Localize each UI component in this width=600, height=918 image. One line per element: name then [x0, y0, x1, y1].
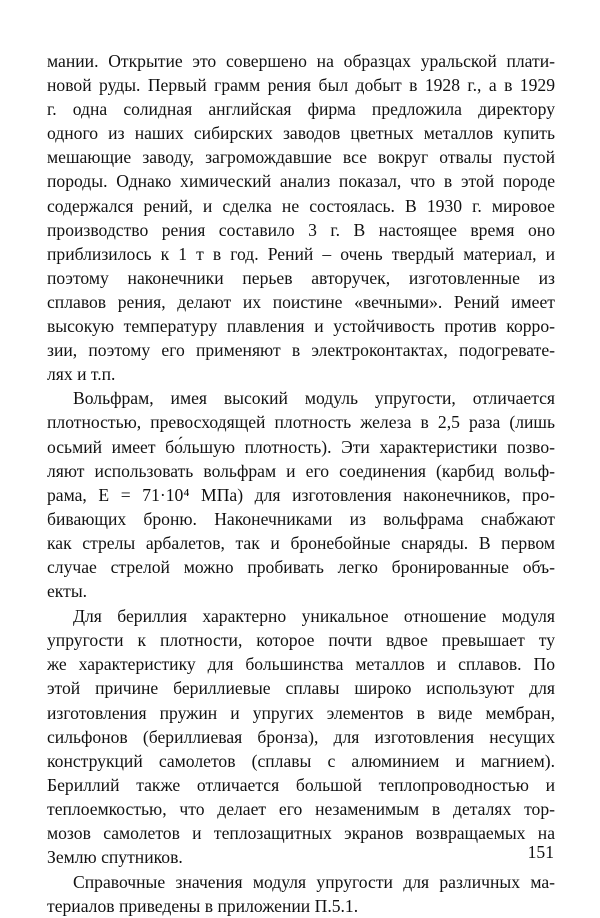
text-line: лях и т.п.	[47, 364, 116, 385]
paragraph-beryllium	[47, 604, 555, 869]
text-line: мешающие заводу, загромождавшие все вокруг отвалы пустой	[47, 147, 555, 168]
page-body	[47, 49, 555, 918]
text-line: териалов приведены в приложении П.5.1.	[47, 896, 359, 917]
text-line: мании. Открытие это совершено на образцах уральской плати-	[47, 51, 555, 71]
paragraph-rhenium	[47, 49, 555, 386]
text-line: рама, E = 71·10⁴ МПа) для изготовления наконечников, про-	[47, 484, 555, 505]
text-line: производство рения составило 3 г. В настоящее время оно	[47, 219, 555, 240]
text-line: породы. Однако химический анализ показал, что в этой породе	[47, 171, 555, 192]
text-line: г. одна солидная английская фирма предложила директору	[47, 99, 555, 120]
text-line: бивающих броню. Наконечниками из вольфрама снабжают	[47, 508, 555, 529]
text-line: новой руды. Первый грамм рения был добыт в 1928 г., а в 1929	[47, 75, 555, 96]
text-line: Вольфрам, имея высокий модуль упругости, отличается	[73, 388, 555, 409]
paragraph-tungsten	[47, 386, 555, 603]
text-line: конструкций самолетов (сплавы с алюминием и магнием).	[47, 750, 555, 771]
text-line: сплавов рения, делают их поистине «вечными». Рений имеет	[47, 291, 555, 312]
text-line: зии, поэтому его применяют в электроконтактах, подогревате-	[47, 340, 555, 361]
text-line: екты.	[47, 581, 88, 602]
text-line: одного из наших сибирских заводов цветных металлов купить	[47, 123, 555, 144]
text-line: содержался рений, и сделка не состоялась. В 1930 г. мировое	[47, 195, 555, 216]
text-line: как стрелы арбалетов, так и бронебойные снаряды. В первом	[47, 532, 555, 553]
text-line: ляют использовать вольфрам и его соединения (карбид вольф-	[47, 460, 555, 481]
text-line: осьмий имеет бо́льшую плотность). Эти характеристики позво-	[47, 436, 555, 457]
text-line: же характеристику для большинства металлов и сплавов. По	[47, 654, 555, 675]
text-line: изготовления пружин и упругих элементов в виде мембран,	[47, 702, 555, 723]
page-number: 151	[527, 842, 554, 862]
text-line: Для бериллия характерно уникальное отношение модуля	[73, 606, 555, 627]
text-line: плотностью, превосходящей плотность железа в 2,5 раза (лишь	[47, 412, 555, 433]
text-line: мозов самолетов и теплозащитных экранов возвращаемых на	[47, 823, 555, 843]
text-line: Землю спутников.	[47, 847, 183, 868]
text-line: высокую температуру плавления и устойчивость против корро-	[47, 316, 555, 337]
text-line: случае стрелой можно пробивать легко бронированные объ-	[47, 556, 555, 577]
text-line: сильфонов (бериллиевая бронза), для изготовления несущих	[47, 726, 555, 747]
text-line: упругости к плотности, которое почти вдвое превышает ту	[47, 630, 555, 651]
text-line: теплоемкостью, что делает его незаменимым в деталях тор-	[47, 798, 555, 819]
text-line: этой причине бериллиевые сплавы широко используют для	[47, 678, 555, 699]
text-line: приблизилось к 1 т в год. Рений – очень твердый материал, и	[47, 243, 555, 264]
text-line: Бериллий также отличается большой теплопроводностью и	[47, 774, 555, 795]
text-line: Справочные значения модуля упругости для различных ма-	[73, 872, 555, 893]
text-line: поэтому наконечники перьев авторучек, изготовленные из	[47, 267, 555, 288]
paragraph-reference	[47, 870, 555, 918]
